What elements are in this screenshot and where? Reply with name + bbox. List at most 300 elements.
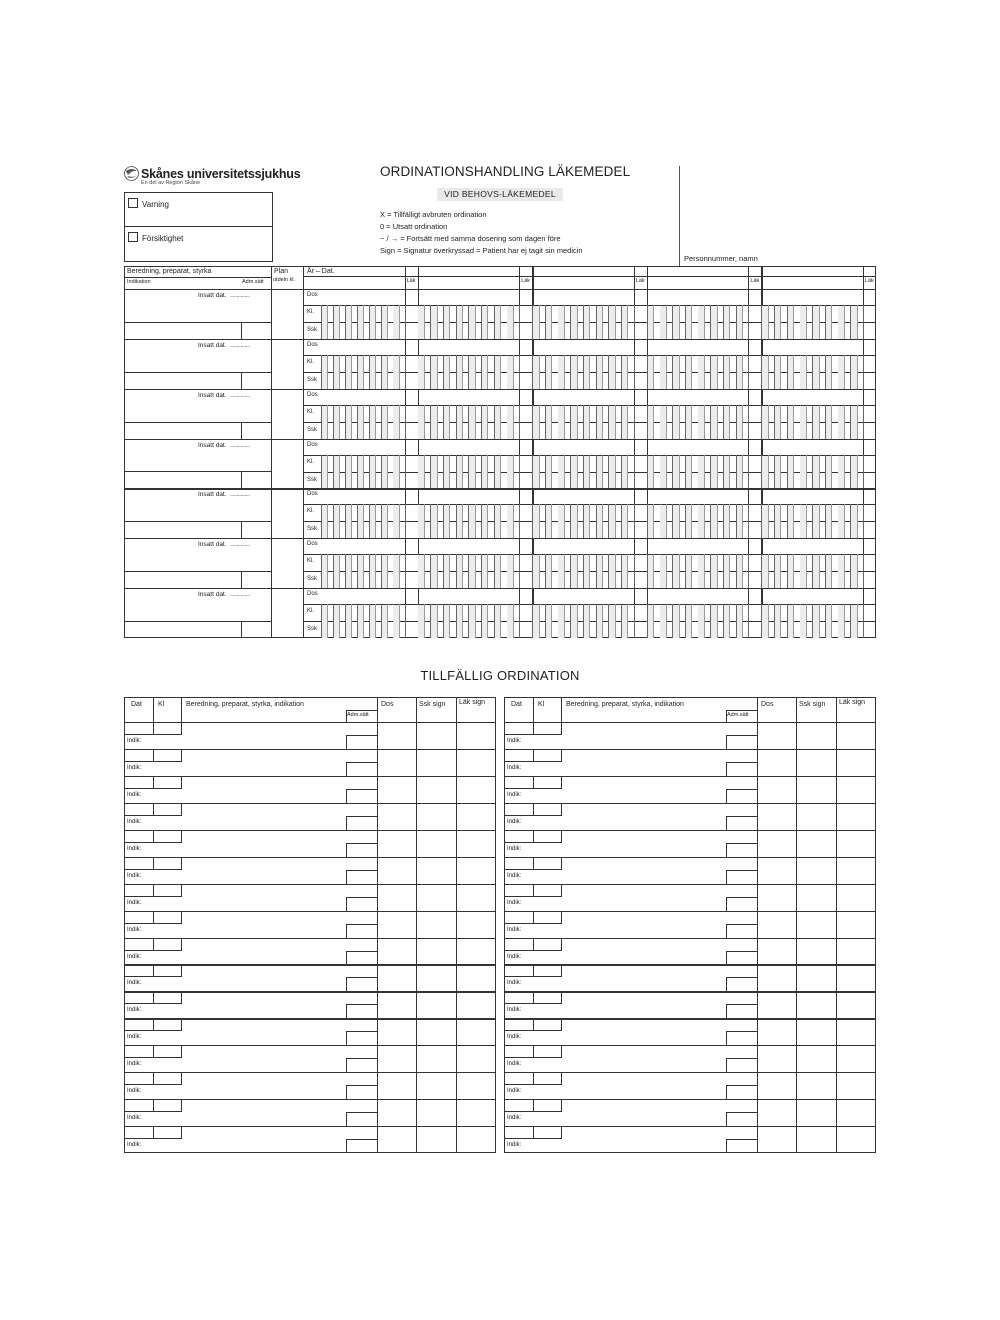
time-subcell-line <box>806 355 807 389</box>
time-cell-line <box>519 554 520 588</box>
time-subcell-line <box>475 305 476 339</box>
time-subcell-line <box>831 504 832 538</box>
indication-line <box>124 621 271 622</box>
time-subcell-line <box>857 405 858 439</box>
time-subcell-line <box>327 305 328 339</box>
date-box-divider <box>153 938 154 951</box>
time-subcell-line <box>351 504 352 538</box>
time-subcell-line <box>793 405 794 439</box>
header-bottom-line <box>124 722 496 723</box>
adm-box-top <box>346 1112 377 1113</box>
org-name: Skånes universitetssjukhus <box>141 167 301 181</box>
time-cell-line <box>863 305 864 339</box>
time-subcell-line <box>375 405 376 439</box>
indik-label: Indik: <box>507 980 522 987</box>
col-line <box>377 697 378 1153</box>
adm-divider <box>241 521 242 538</box>
time-subcell-line <box>564 554 565 588</box>
time-subcell-line <box>539 604 540 638</box>
indication-line <box>124 322 271 323</box>
time-subcell-line <box>653 554 654 588</box>
kl-box-divider <box>561 964 562 977</box>
time-subcell-line <box>602 504 603 538</box>
time-subcell-line <box>513 554 514 588</box>
kl-header: Kl <box>538 701 545 708</box>
adm-box-left <box>346 870 347 884</box>
row-divider <box>124 749 496 750</box>
adm-box-top <box>346 951 377 952</box>
time-subcell-line <box>615 604 616 638</box>
time-subcell-line <box>844 355 845 389</box>
time-subcell-line <box>375 455 376 489</box>
adm-box-left <box>726 870 727 884</box>
adm-box-left <box>346 1085 347 1099</box>
indik-label: Indik: <box>127 845 142 852</box>
time-subcell-line <box>819 504 820 538</box>
insatt-date-label: Insatt dat. <box>198 292 227 299</box>
adm-header: Adm.sätt <box>347 712 369 718</box>
time-subcell-line <box>691 355 692 389</box>
time-subcell-line <box>424 355 425 389</box>
time-subcell-line <box>487 604 488 638</box>
time-subcell-line <box>375 504 376 538</box>
time-subcell-line <box>387 305 388 339</box>
date-box-divider <box>533 830 534 843</box>
adm-box-top <box>726 977 757 978</box>
time-subcell-line <box>387 455 388 489</box>
adm-box-top <box>726 924 757 925</box>
time-cell-line <box>863 455 864 489</box>
legend-line: X = Tillfälligt avbruten ordination <box>380 210 487 219</box>
adm-box-top <box>726 789 757 790</box>
time-subcell-line <box>831 604 832 638</box>
lak-sign-header: Läk sign <box>459 699 486 706</box>
time-subcell-line <box>449 455 450 489</box>
indik-label: Indik: <box>507 953 522 960</box>
time-subcell-line <box>729 504 730 538</box>
time-subcell-line <box>615 504 616 538</box>
time-subcell-line <box>793 604 794 638</box>
time-cell-line <box>634 405 635 439</box>
warning-checkbox[interactable] <box>128 198 138 208</box>
time-subcell-line <box>339 455 340 489</box>
time-subcell-line <box>449 604 450 638</box>
adm-box-top <box>346 1139 377 1140</box>
time-subcell-line <box>449 305 450 339</box>
time-subcell-line <box>627 554 628 588</box>
time-cell-line <box>748 355 749 389</box>
insatt-date-label: Insatt dat. <box>198 441 227 449</box>
time-subcell-line <box>615 305 616 339</box>
drug-header: Beredning, preparat, styrka, indikation <box>186 701 304 708</box>
adm-box-top <box>726 1031 757 1032</box>
ssk-label: Ssk <box>307 576 318 583</box>
date-box-divider <box>153 964 154 977</box>
plan-column-header: Plan <box>274 268 289 275</box>
temporary-order-table-right <box>504 697 876 1153</box>
row-divider <box>124 938 496 939</box>
lak-header: Läk <box>750 278 760 284</box>
row-divider <box>504 911 876 912</box>
time-subcell-line <box>768 305 769 339</box>
time-subcell-line <box>717 604 718 638</box>
lak-header: Läk <box>635 278 645 284</box>
time-subcell-line <box>363 554 364 588</box>
time-subcell-line <box>615 554 616 588</box>
time-subcell-line <box>564 604 565 638</box>
kl-box-divider <box>181 1126 182 1139</box>
time-subcell-line <box>819 355 820 389</box>
row-divider <box>124 1126 496 1127</box>
adm-box-left <box>346 1112 347 1126</box>
time-subcell-line <box>462 305 463 339</box>
time-subcell-line <box>424 504 425 538</box>
time-subcell-line <box>844 604 845 638</box>
time-subcell-line <box>437 604 438 638</box>
date-box-divider <box>153 884 154 897</box>
time-subcell-line <box>363 305 364 339</box>
adm-divider <box>241 322 242 339</box>
time-subcell-line <box>437 455 438 489</box>
indik-label: Indik: <box>507 872 522 879</box>
time-subcell-line <box>539 455 540 489</box>
row-divider <box>124 803 496 804</box>
time-subcell-line <box>551 554 552 588</box>
lak-sign-header: Läk sign <box>839 699 866 706</box>
indik-label: Indik: <box>127 980 142 987</box>
kl-box-divider <box>181 749 182 762</box>
time-subcell-line <box>375 355 376 389</box>
time-cell-line <box>405 554 406 588</box>
time-subcell-line <box>653 405 654 439</box>
time-cell-line <box>519 604 520 638</box>
indik-label: Indik: <box>507 1088 522 1095</box>
time-subcell-line <box>577 554 578 588</box>
org-subtitle: En del av Region Skåne <box>141 180 201 186</box>
row-divider <box>504 857 876 858</box>
date-box-divider <box>533 776 534 789</box>
time-subcell-line <box>424 305 425 339</box>
time-subcell-line <box>577 305 578 339</box>
time-subcell-line <box>793 455 794 489</box>
adm-box-left <box>346 897 347 911</box>
kl-box-divider <box>561 1099 562 1112</box>
date-box-divider <box>533 857 534 870</box>
row-divider <box>504 1099 876 1100</box>
time-subcell-line <box>806 554 807 588</box>
time-subcell-line <box>627 504 628 538</box>
time-subcell-line <box>819 405 820 439</box>
indik-label: Indik: <box>127 899 142 906</box>
time-subcell-line <box>564 305 565 339</box>
time-subcell-line <box>857 355 858 389</box>
time-subcell-line <box>742 305 743 339</box>
drug-column-header: Beredning, preparat, styrka <box>127 268 212 275</box>
time-subcell-line <box>513 604 514 638</box>
row-divider <box>504 1126 876 1127</box>
time-subcell-line <box>793 305 794 339</box>
caution-option[interactable] <box>128 232 183 243</box>
time-subcell-line <box>387 504 388 538</box>
date-box-divider <box>533 884 534 897</box>
time-subcell-line <box>831 405 832 439</box>
date-box-divider <box>153 857 154 870</box>
time-subcell-line <box>399 504 400 538</box>
time-subcell-line <box>819 305 820 339</box>
caution-checkbox[interactable] <box>128 232 138 242</box>
time-cell-line <box>634 604 635 638</box>
time-subcell-line <box>602 355 603 389</box>
time-subcell-line <box>487 305 488 339</box>
row-divider <box>124 389 876 390</box>
adm-box-left <box>726 977 727 991</box>
insatt-date-label: Insatt dat. <box>198 591 227 599</box>
time-subcell-line <box>539 405 540 439</box>
time-cell-line <box>863 554 864 588</box>
insatt-date-label: Insatt dat. <box>198 491 227 499</box>
time-subcell-line <box>627 604 628 638</box>
time-cell-line <box>405 405 406 439</box>
indik-label: Indik: <box>507 738 522 744</box>
row-divider <box>124 964 496 965</box>
time-subcell-line <box>327 504 328 538</box>
lak-header: Läk <box>521 278 531 284</box>
time-subcell-line <box>742 554 743 588</box>
adm-box-left <box>346 762 347 776</box>
kl-header: Kl <box>158 701 165 708</box>
time-subcell-line <box>399 554 400 588</box>
indik-label: Indik: <box>127 818 142 825</box>
time-subcell-line <box>449 554 450 588</box>
time-subcell-line <box>500 405 501 439</box>
kl-box-divider <box>181 884 182 897</box>
time-subcell-line <box>437 305 438 339</box>
time-subcell-line <box>375 554 376 588</box>
row-divider <box>124 339 876 340</box>
time-subcell-line <box>653 504 654 538</box>
row-divider <box>504 938 876 939</box>
dos-label: Dos <box>307 292 318 298</box>
dos-label: Dos <box>307 441 318 448</box>
dos-label: Dos <box>307 391 318 398</box>
document-title: ORDINATIONSHANDLING LÄKEMEDEL <box>380 164 631 179</box>
time-subcell-line <box>717 355 718 389</box>
time-subcell-line <box>399 455 400 489</box>
time-subcell-line <box>363 355 364 389</box>
drug-header: Beredning, preparat, styrka, indikation <box>566 701 684 708</box>
indik-label: Indik: <box>507 1007 522 1014</box>
kl-box-divider <box>181 1072 182 1085</box>
time-subcell-line <box>679 554 680 588</box>
time-subcell-line <box>437 554 438 588</box>
time-subcell-line <box>768 554 769 588</box>
time-cell-line <box>405 455 406 489</box>
indication-line <box>124 471 271 472</box>
time-subcell-line <box>539 504 540 538</box>
kl-box-divider <box>561 938 562 951</box>
time-subcell-line <box>551 355 552 389</box>
time-subcell-line <box>539 305 540 339</box>
time-subcell-line <box>351 305 352 339</box>
adm-box-top <box>726 1112 757 1113</box>
time-cell-line <box>748 504 749 538</box>
time-subcell-line <box>602 604 603 638</box>
date-box-divider <box>153 1018 154 1031</box>
date-header-line <box>761 276 876 277</box>
adm-box-top <box>726 762 757 763</box>
ssk-sign-header: Ssk sign <box>419 701 446 708</box>
plan-sub-header: utdeln kl. <box>273 277 296 283</box>
time-subcell-line <box>363 504 364 538</box>
time-subcell-line <box>717 405 718 439</box>
time-subcell-line <box>551 504 552 538</box>
kl-box-divider <box>181 830 182 843</box>
kl-box-divider <box>561 1045 562 1058</box>
adm-box-top <box>346 762 377 763</box>
time-subcell-line <box>551 405 552 439</box>
ssk-label: Ssk <box>307 476 318 483</box>
time-subcell-line <box>449 405 450 439</box>
row-divider <box>124 830 496 831</box>
kl-box-divider <box>181 776 182 789</box>
date-header-line <box>303 276 418 277</box>
time-subcell-line <box>679 455 680 489</box>
time-subcell-line <box>327 604 328 638</box>
col-line <box>416 697 417 1153</box>
time-subcell-line <box>666 504 667 538</box>
adm-box-top <box>726 951 757 952</box>
time-subcell-line <box>462 355 463 389</box>
year-date-header: År – Dat. <box>307 268 335 275</box>
time-subcell-line <box>500 504 501 538</box>
adm-box-left <box>346 951 347 965</box>
time-subcell-line <box>339 305 340 339</box>
time-subcell-line <box>780 504 781 538</box>
time-subcell-line <box>339 504 340 538</box>
time-subcell-line <box>729 405 730 439</box>
row-divider <box>504 1045 876 1046</box>
time-subcell-line <box>666 554 667 588</box>
time-cell-line <box>748 554 749 588</box>
time-subcell-line <box>327 455 328 489</box>
legend-line: 0 = Utsatt ordination <box>380 222 448 231</box>
adm-box-left <box>726 1139 727 1153</box>
indik-label: Indik: <box>127 926 142 933</box>
time-subcell-line <box>831 355 832 389</box>
time-subcell-line <box>729 554 730 588</box>
insatt-date-label: Insatt dat. <box>198 391 227 399</box>
date-box-divider <box>533 749 534 762</box>
kl-box-divider <box>561 776 562 789</box>
indik-label: Indik: <box>507 1061 522 1068</box>
time-cell-line <box>863 504 864 538</box>
time-subcell-line <box>339 554 340 588</box>
time-subcell-line <box>513 305 514 339</box>
adm-box-top <box>726 1058 757 1059</box>
adm-box-left <box>726 897 727 911</box>
row-divider <box>124 776 496 777</box>
adm-divider <box>241 372 242 389</box>
warning-option[interactable] <box>128 198 169 209</box>
time-subcell-line <box>844 504 845 538</box>
time-cell-line <box>634 305 635 339</box>
time-subcell-line <box>500 554 501 588</box>
indik-label: Indik: <box>127 1142 142 1149</box>
time-subcell-line <box>844 455 845 489</box>
time-subcell-line <box>691 455 692 489</box>
plan-divider <box>271 266 272 638</box>
time-subcell-line <box>653 355 654 389</box>
document-subtitle: VID BEHOVS-LÄKEMEDEL <box>437 188 563 201</box>
time-subcell-line <box>704 355 705 389</box>
adm-box-left <box>726 1004 727 1018</box>
time-subcell-line <box>615 455 616 489</box>
col-line <box>796 697 797 1153</box>
adm-box-top <box>346 816 377 817</box>
kl-box-divider <box>561 991 562 1004</box>
row-divider <box>124 588 876 589</box>
time-subcell-line <box>351 455 352 489</box>
kl-label: Kl. <box>307 309 315 315</box>
time-cell-line <box>519 355 520 389</box>
time-subcell-line <box>564 455 565 489</box>
adm-box-top <box>726 1085 757 1086</box>
date-header-line <box>418 276 533 277</box>
indik-label: Indik: <box>507 764 522 771</box>
date-box-divider <box>533 803 534 816</box>
time-subcell-line <box>666 455 667 489</box>
time-subcell-line <box>666 355 667 389</box>
time-subcell-line <box>375 305 376 339</box>
time-cell-line <box>634 554 635 588</box>
date-box-divider <box>153 1099 154 1112</box>
logo-globe-icon <box>124 166 139 181</box>
time-cell-line <box>519 305 520 339</box>
time-cell-line <box>634 455 635 489</box>
row-divider <box>124 1018 496 1019</box>
time-subcell-line <box>742 355 743 389</box>
kl-box-divider <box>561 857 562 870</box>
time-subcell-line <box>615 405 616 439</box>
time-subcell-line <box>704 604 705 638</box>
warning-label: Varning <box>142 200 169 209</box>
lak-header: Läk <box>865 278 874 284</box>
header-line <box>124 277 271 278</box>
time-subcell-line <box>589 455 590 489</box>
indication-line <box>124 521 271 522</box>
time-subcell-line <box>475 504 476 538</box>
time-subcell-line <box>539 554 540 588</box>
time-subcell-line <box>857 305 858 339</box>
dos-label: Dos <box>307 491 318 498</box>
dos-header: Dos <box>381 701 394 708</box>
adm-box-left <box>726 1085 727 1099</box>
lak-header: Läk <box>406 278 416 284</box>
time-subcell-line <box>679 405 680 439</box>
date-header-line <box>647 276 762 277</box>
time-subcell-line <box>539 355 540 389</box>
time-subcell-line <box>475 405 476 439</box>
date-header-line <box>532 276 647 277</box>
kl-box-divider <box>181 964 182 977</box>
time-subcell-line <box>513 355 514 389</box>
kl-box-divider <box>561 830 562 843</box>
indik-label: Indik: <box>127 1088 142 1095</box>
time-subcell-line <box>462 554 463 588</box>
insatt-date-dots: ............... <box>230 441 250 449</box>
time-subcell-line <box>729 604 730 638</box>
time-subcell-line <box>768 355 769 389</box>
